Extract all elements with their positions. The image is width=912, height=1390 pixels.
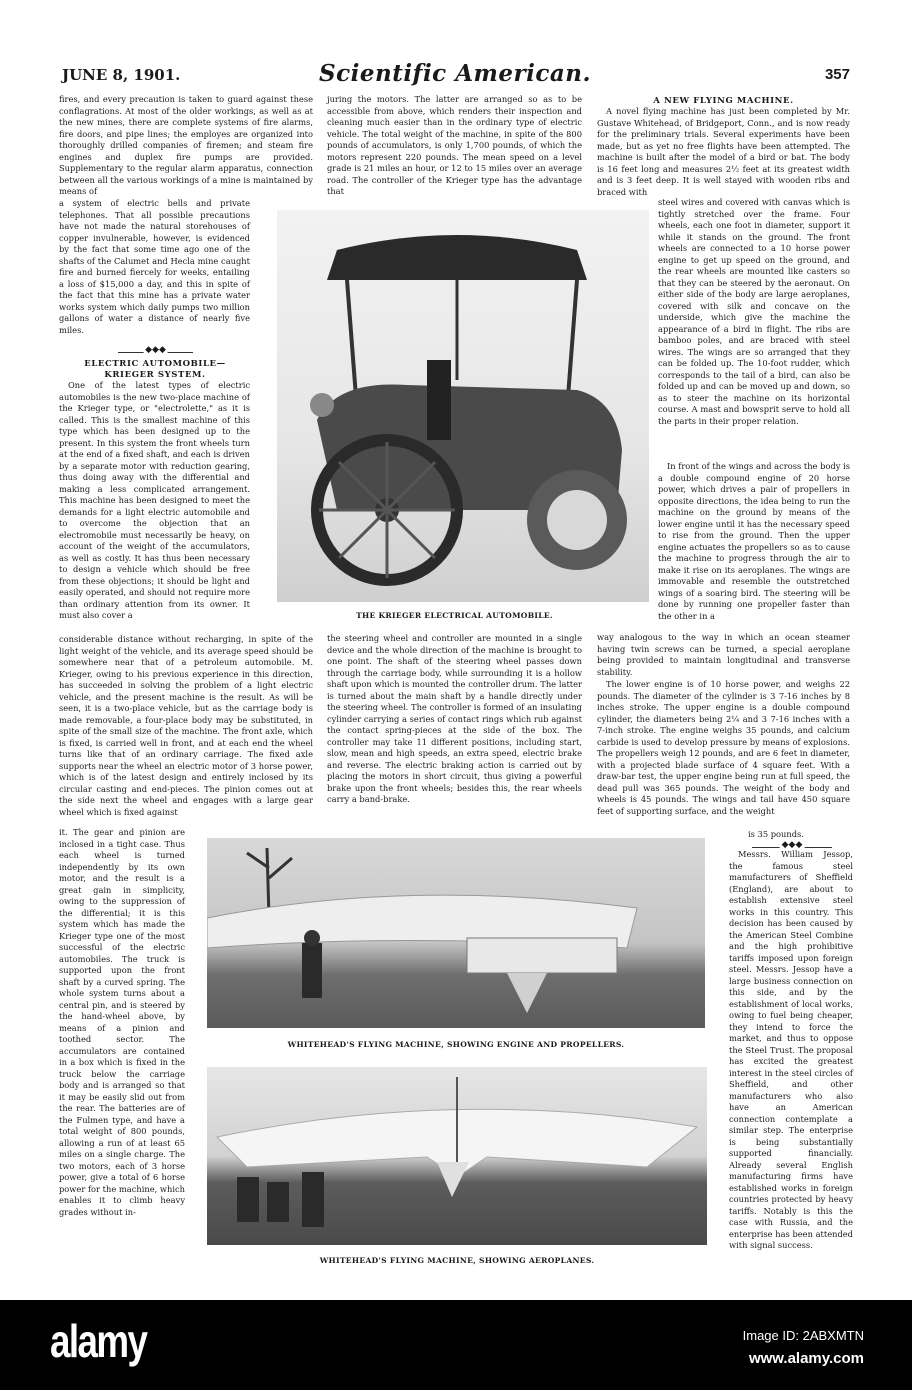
article-text: fires, and every precaution is taken to guard against these conflagrations. At most of the older workings, as well as at the new mines, there are complete systems of fire alarms, fire doors, and pipe lines; the employes are organized into thoroughly drilled companies of firemen; and steam fire engines and duplex fire pumps are provided. Supplementary to the regular alarm apparatus, connection between all the various workings of a mine is maintained by means of (59, 94, 313, 196)
section-heading: ELECTRIC AUTOMOBILE—KRIEGER SYSTEM. (84, 359, 226, 380)
article-text: Messrs. William Jessop, the famous steel manufacturers of Sheffield (England), are about to establish extensive steel works in this country. This decision has been caused by the American Steel Combine and the high prohibitive tariffs imposed upon foreign steel. Messrs. Jessop have a large business connection on this side, and by the establishment of local works, owing to fuel being cheaper, they intend to force the market, and thus to oppose the Steel Trust. The proposal has excited the greatest interest in the steel circles of Sheffield, and other manufacturers who also have an American connection contemplate a similar step. The enterprise is being substantially supported financially. Already several English manufacturing firms have established works in foreign countries protected by heavy tariffs. Notably is this the case with Russia, and the enterprise has been attended with signal success. (729, 849, 853, 1250)
masthead: Scientific American. (318, 60, 592, 87)
image-id: Image ID: 2ABXMTN (742, 1328, 864, 1343)
figure-caption: WHITEHEAD'S FLYING MACHINE, SHOWING AEROPLANES. (319, 1256, 595, 1265)
article-text: One of the latest types of electric automobiles is the new two-place machine of the Krieger type, or "electrolette," as it is called. This is the smallest machine of this type which has been designed up to the present. In this system the front wheels turn at the end of a fixed shaft, and each is driven by a separate motor with reduction gearing, thus doing away with the differential and making a less complicated arrangement. This machine has been designed to meet the demands for a light electric automobile and to overcome the objection that an electromobile must necessarily be heavy, on account of the weight of the accumulators, as well as costly. It has thus been necessary to design a vehicle which should be free from these objections; it should be light and easily operated, and should not require more than ordinary attention from its owner. It must also cover a (59, 380, 250, 620)
issue-date: JUNE 8, 1901. (62, 66, 181, 84)
article-text: juring the motors. The latter are arranged so as to be accessible from above, which renders their inspection and cleaning much easier than in the ordinary type of electric vehicle. The total weight of the machine, in spite of the 800 pounds of accumulators, is only 1,700 pounds, of which the motors represent 220 pounds. The mean speed on a level grade is 21 miles an hour, or 12 to 15 miles over an average road. The controller of the Krieger type has the advantage that (327, 94, 582, 196)
alamy-url: www.alamy.com (748, 1350, 864, 1367)
article-heading: A NEW FLYING MACHINE. (653, 96, 794, 106)
flying-machine-engine-photo (207, 838, 705, 1028)
section-divider: ◆◆◆ (752, 843, 832, 852)
article-text: The lower engine is of 10 horse power, and weighs 22 pounds. The diameter of the cylinder is 3 7-16 inches by 8 inches stroke. The upper engine is a double compound cylinder, the diameters being 2¼ and 3 7-16 inches with a 7-inch stroke. The engine weighs 35 pounds, and calcium carbide is used to develop pressure by means of explosions. The propellers weigh 12 pounds, and are 6 feet in diameter, with a projected blade surface of 4 square feet. With a draw-bar test, the upper engine being run at full speed, the dead pull was 365 pounds. The weight of the body and wheels is 45 pounds. The wings and tail have 450 square feet of supporting surface, and the weight (597, 679, 850, 816)
article-text: it. The gear and pinion are inclosed in a tight case. Thus each wheel is turned independently by its own motor, and the result is a great gain in simplicity, owing to the suppression of the differential; it is this system which has made the Krieger type one of the most successful of the electric automobiles. The truck is supported upon the front shaft by a curved spring. The whole system turns about a central pin, and is steered by the hand-wheel above, by means of a pinion and toothed sector. The accumulators are contained in a box which is fixed in the truck below the carriage body and is arranged so that it may be easily slid out from the rear. The batteries are of the Fulmen type, and have a total weight of 800 pounds, allowing a run of at least 65 miles on a single charge. The two motors, each of 3 horse power, give a total of 6 horse power for the machine, which enables it to climb heavy grades without in- (59, 827, 185, 1217)
car-illustration (277, 210, 649, 602)
article-text: In front of the wings and across the body is a double compound engine of 20 horse power, which drives a pair of propellers in opposite directions, the idea being to run the machine on the ground by means of the lower engine until it has the necessary speed to rise from the ground. Then the upper engine actuates the propellers so as to cause the machine to progress through the air to make it rise on its aeroplanes. The wings are immovable and resemble the outstretched wings of a soaring bird. The steering will be done by running one propeller faster than the other in a (658, 461, 850, 621)
watermark-bar (0, 1300, 912, 1390)
krieger-automobile-photo (277, 210, 649, 602)
figure-caption: THE KRIEGER ELECTRICAL AUTOMOBILE. (356, 611, 553, 620)
flying-machine-illustration (207, 1067, 707, 1245)
article-text: the steering wheel and controller are mounted in a single device and the whole direction of the machine is brought to one point. The shaft of the steering wheel passes down through the carriage body, while surrounding it is a hollow shaft upon which is mounted the controller drum. The latter is turned about the main shaft by a handle directly under the steering wheel. The controller is formed of an insulating cylinder carrying a series of contact rings which rub against the contact spring-pieces at the side of the box. The controller may take 11 different positions, including start, slow, mean and high speeds, an extra speed, electric brake and reverse. The electric braking action is carried out by placing the motors in short circuit, thus giving a powerful brake upon the front wheels; besides this, the rear wheels carry a band-brake. (327, 633, 582, 804)
article-text: a system of electric bells and private telephones. That all possible precautions have not made the natural storehouses of copper invulnerable, however, is evidenced by the fact that some time ago one of the shafts of the Calumet and Hecla mine caught fire and burned fiercely for weeks, entailing a loss of $15,000 a day, and this in spite of the fact that this mine has a private water works system which daily pumps two million gallons of water a distance of nearly five miles. (59, 198, 250, 335)
flying-machine-aeroplanes-photo (207, 1067, 707, 1245)
flying-machine-illustration (207, 838, 705, 1028)
article-text: way analogous to the way in which an ocean steamer having twin screws can be turned, a special aeroplane being provided to maintain longitudinal and transverse stability. (597, 632, 850, 677)
page-number: 357 (824, 66, 850, 83)
article-text: A novel flying machine has just been completed by Mr. Gustave Whitehead, of Bridgeport, Conn., and is now ready for the preliminary trials. Several experiments have been made, but as yet no free flights have been attempted. The machine is built after the model of a bird or bat. The body is 16 feet long and measures 2½ feet at its greatest width and is 3 feet deep. It is well stayed with wooden ribs and braced with (597, 106, 850, 197)
section-divider: ◆◆◆ (118, 348, 193, 357)
article-text: is 35 pounds. (748, 829, 804, 839)
figure-caption: WHITEHEAD'S FLYING MACHINE, SHOWING ENGINE AND PROPELLERS. (287, 1040, 625, 1049)
alamy-logo: alamy (50, 1315, 147, 1367)
article-text: considerable distance without recharging, in spite of the light weight of the vehicle, and its average speed should be somewhere near that of a petroleum automobile. M. Krieger, owing to his previous experience in this direction, has succeeded in solving the problem of a light electric vehicle, and the present machine is the result. As will be seen, it is a two-place vehicle, but as the carriage body is made removable, a four-place body may be substituted, in spite of the small size of the machine. The front axle, which is fixed, is carried well in front, and at each end the wheel turns like that of an ordinary carriage. The fixed axle supports near the wheel an electric motor of 3 horse power, which is of the latest design and entirely inclosed by its circular casting and end-pieces. The pinion comes out at the side next the wheel and engages with a large gear wheel which is fixed against (59, 634, 313, 817)
article-text: steel wires and covered with canvas which is tightly stretched over the frame. Four wheels, each one foot in diameter, support it while it stands on the ground. The front wheels are connected to a 10 horse power engine to get up speed on the ground, and the rear wheels are mounted like casters so that they can be steered by the aeronaut. On either side of the body are large aeroplanes, covered with silk and concave on the underside, which give the machine the appearance of a bird in flight. The ribs are bamboo poles, and are braced with steel wires. The wings are so arranged that they can be folded up. The 10-foot rudder, which corresponds to the tail of a bird, can also be folded up and can be moved up and down, so as to steer the machine on its horizontal course. A mast and bowsprit serve to hold all the parts in their proper relation. (658, 197, 850, 426)
